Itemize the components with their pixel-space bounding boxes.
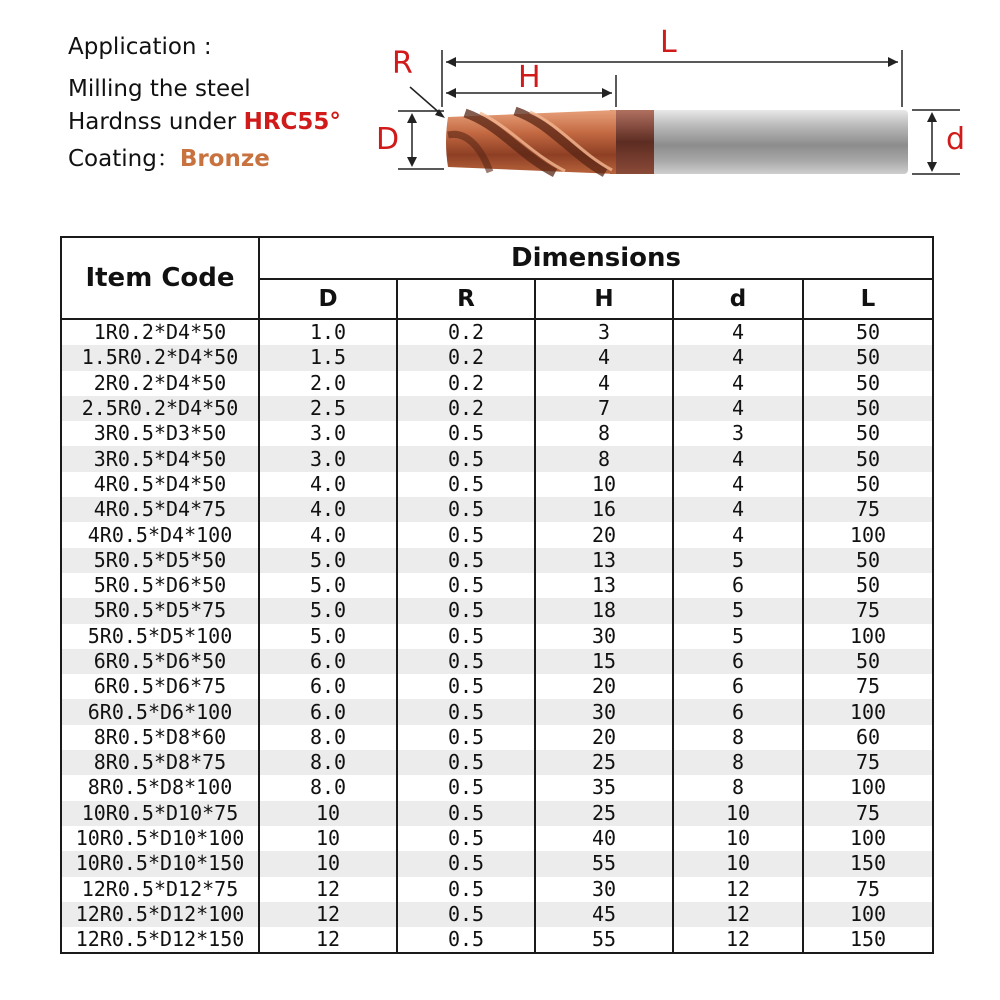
shank-d-cell: 4	[673, 497, 803, 522]
item-code-cell: 5R0.5*D5*100	[61, 624, 259, 649]
r-radius-cell: 0.2	[397, 345, 535, 370]
item-code-cell: 8R0.5*D8*60	[61, 725, 259, 750]
overall-length-cell: 50	[803, 421, 933, 446]
overall-length-cell: 50	[803, 345, 933, 370]
hardness-prefix: Hardnss under	[68, 109, 244, 135]
label-D: D	[376, 122, 400, 157]
d-diameter-cell: 8.0	[259, 750, 397, 775]
r-radius-cell: 0.2	[397, 396, 535, 421]
r-radius-cell: 0.5	[397, 522, 535, 547]
r-radius-cell: 0.2	[397, 371, 535, 396]
h-length-cell: 25	[535, 801, 673, 826]
neck-shape	[610, 110, 654, 174]
overall-length-cell: 75	[803, 877, 933, 902]
h-length-cell: 16	[535, 497, 673, 522]
item-code-cell: 3R0.5*D4*50	[61, 446, 259, 471]
item-code-cell: 12R0.5*D12*150	[61, 927, 259, 953]
column-header-d: d	[673, 279, 803, 319]
h-length-cell: 55	[535, 851, 673, 876]
h-length-cell: 8	[535, 446, 673, 471]
item-code-cell: 4R0.5*D4*100	[61, 522, 259, 547]
d-diameter-cell: 2.0	[259, 371, 397, 396]
application-description: Milling the steel	[68, 76, 251, 102]
d-diameter-cell: 8.0	[259, 725, 397, 750]
overall-length-cell: 100	[803, 522, 933, 547]
item-code-cell: 1R0.2*D4*50	[61, 319, 259, 345]
r-radius-cell: 0.5	[397, 902, 535, 927]
shank-d-cell: 10	[673, 826, 803, 851]
h-length-cell: 10	[535, 472, 673, 497]
column-header-L: L	[803, 279, 933, 319]
h-length-cell: 30	[535, 877, 673, 902]
item-code-cell: 10R0.5*D10*75	[61, 801, 259, 826]
d-diameter-cell: 12	[259, 877, 397, 902]
r-radius-cell: 0.5	[397, 624, 535, 649]
d-diameter-cell: 6.0	[259, 674, 397, 699]
d-diameter-cell: 8.0	[259, 775, 397, 800]
item-code-cell: 2.5R0.2*D4*50	[61, 396, 259, 421]
table-row	[61, 497, 933, 522]
table-row	[61, 371, 933, 396]
overall-length-cell: 75	[803, 497, 933, 522]
d-diameter-cell: 3.0	[259, 421, 397, 446]
hardness-line	[68, 111, 341, 134]
table-row	[61, 826, 933, 851]
d-diameter-cell: 4.0	[259, 522, 397, 547]
shank-d-cell: 4	[673, 446, 803, 471]
r-radius-cell: 0.5	[397, 725, 535, 750]
shank-d-cell: 4	[673, 396, 803, 421]
table-row	[61, 902, 933, 927]
shank-d-cell: 4	[673, 472, 803, 497]
item-code-cell: 3R0.5*D3*50	[61, 421, 259, 446]
table-row	[61, 345, 933, 370]
table-row	[61, 674, 933, 699]
shank-d-cell: 8	[673, 775, 803, 800]
h-length-cell: 18	[535, 598, 673, 623]
item-code-cell: 12R0.5*D12*100	[61, 902, 259, 927]
d-diameter-cell: 4.0	[259, 472, 397, 497]
table-row	[61, 548, 933, 573]
item-code-header: Item Code	[61, 237, 259, 319]
h-length-cell: 4	[535, 345, 673, 370]
r-radius-cell: 0.5	[397, 801, 535, 826]
h-length-cell: 4	[535, 371, 673, 396]
r-radius-cell: 0.5	[397, 877, 535, 902]
h-length-cell: 20	[535, 725, 673, 750]
h-length-cell: 3	[535, 319, 673, 345]
table-row	[61, 750, 933, 775]
label-H: H	[518, 60, 541, 95]
table-row	[61, 472, 933, 497]
table-row	[61, 319, 933, 345]
r-radius-cell: 0.5	[397, 446, 535, 471]
table-row	[61, 446, 933, 471]
item-code-cell: 8R0.5*D8*75	[61, 750, 259, 775]
item-code-cell: 8R0.5*D8*100	[61, 775, 259, 800]
coating-line	[68, 148, 270, 171]
column-header-R: R	[397, 279, 535, 319]
overall-length-cell: 75	[803, 674, 933, 699]
r-radius-cell: 0.5	[397, 472, 535, 497]
overall-length-cell: 100	[803, 826, 933, 851]
d-diameter-cell: 10	[259, 801, 397, 826]
column-header-H: H	[535, 279, 673, 319]
r-radius-cell: 0.5	[397, 851, 535, 876]
d-diameter-cell: 1.0	[259, 319, 397, 345]
d-diameter-cell: 5.0	[259, 573, 397, 598]
h-length-cell: 25	[535, 750, 673, 775]
h-length-cell: 35	[535, 775, 673, 800]
shank-d-cell: 5	[673, 548, 803, 573]
overall-length-cell: 50	[803, 446, 933, 471]
dimensions-header: Dimensions	[259, 237, 933, 279]
d-diameter-cell: 12	[259, 927, 397, 953]
h-length-cell: 15	[535, 649, 673, 674]
table-row	[61, 851, 933, 876]
h-length-cell: 45	[535, 902, 673, 927]
shank-d-cell: 12	[673, 902, 803, 927]
table-row	[61, 649, 933, 674]
r-radius-cell: 0.5	[397, 826, 535, 851]
item-code-cell: 4R0.5*D4*50	[61, 472, 259, 497]
h-length-cell: 55	[535, 927, 673, 953]
h-length-cell: 20	[535, 674, 673, 699]
shank-d-cell: 10	[673, 851, 803, 876]
item-code-cell: 10R0.5*D10*150	[61, 851, 259, 876]
r-radius-cell: 0.5	[397, 674, 535, 699]
table-row	[61, 396, 933, 421]
end-mill-diagram	[370, 25, 980, 195]
overall-length-cell: 50	[803, 573, 933, 598]
overall-length-cell: 50	[803, 319, 933, 345]
label-R: R	[392, 46, 413, 81]
shank-d-cell: 4	[673, 319, 803, 345]
item-code-cell: 5R0.5*D6*50	[61, 573, 259, 598]
overall-length-cell: 75	[803, 750, 933, 775]
h-length-cell: 13	[535, 573, 673, 598]
item-code-cell: 4R0.5*D4*75	[61, 497, 259, 522]
r-radius-cell: 0.5	[397, 927, 535, 953]
table-row	[61, 624, 933, 649]
shank-d-cell: 4	[673, 345, 803, 370]
r-radius-cell: 0.5	[397, 750, 535, 775]
label-L: L	[660, 25, 677, 60]
overall-length-cell: 50	[803, 371, 933, 396]
r-radius-cell: 0.5	[397, 421, 535, 446]
table-row	[61, 699, 933, 724]
overall-length-cell: 75	[803, 598, 933, 623]
overall-length-cell: 100	[803, 775, 933, 800]
label-d: d	[946, 122, 966, 157]
d-diameter-cell: 5.0	[259, 548, 397, 573]
shank-d-cell: 5	[673, 624, 803, 649]
d-diameter-cell: 10	[259, 826, 397, 851]
shank-d-cell: 4	[673, 522, 803, 547]
d-diameter-cell: 12	[259, 902, 397, 927]
r-radius-cell: 0.5	[397, 497, 535, 522]
coating-value: Bronze	[179, 146, 270, 172]
item-code-cell: 6R0.5*D6*100	[61, 699, 259, 724]
h-length-cell: 20	[535, 522, 673, 547]
overall-length-cell: 100	[803, 624, 933, 649]
h-length-cell: 8	[535, 421, 673, 446]
table-row	[61, 421, 933, 446]
h-length-cell: 30	[535, 699, 673, 724]
shank-d-cell: 5	[673, 598, 803, 623]
specification-table	[60, 236, 934, 954]
d-diameter-cell: 10	[259, 851, 397, 876]
table-row	[61, 877, 933, 902]
table-row	[61, 725, 933, 750]
h-length-cell: 13	[535, 548, 673, 573]
table-row	[61, 598, 933, 623]
item-code-cell: 2R0.2*D4*50	[61, 371, 259, 396]
item-code-cell: 6R0.5*D6*75	[61, 674, 259, 699]
shank-d-cell: 4	[673, 371, 803, 396]
overall-length-cell: 75	[803, 801, 933, 826]
r-radius-cell: 0.5	[397, 649, 535, 674]
r-radius-cell: 0.5	[397, 573, 535, 598]
shank-d-cell: 6	[673, 649, 803, 674]
hardness-value: HRC55°	[243, 109, 341, 135]
r-radius-cell: 0.5	[397, 699, 535, 724]
shank-d-cell: 6	[673, 573, 803, 598]
item-code-cell: 6R0.5*D6*50	[61, 649, 259, 674]
r-radius-cell: 0.2	[397, 319, 535, 345]
column-header-D: D	[259, 279, 397, 319]
item-code-cell: 12R0.5*D12*75	[61, 877, 259, 902]
table-row	[61, 927, 933, 953]
item-code-cell: 5R0.5*D5*50	[61, 548, 259, 573]
h-length-cell: 30	[535, 624, 673, 649]
r-radius-cell: 0.5	[397, 775, 535, 800]
table-row	[61, 522, 933, 547]
coating-label: Coating：	[68, 146, 180, 172]
d-diameter-cell: 5.0	[259, 598, 397, 623]
overall-length-cell: 150	[803, 927, 933, 953]
application-label: Application :	[68, 34, 212, 60]
d-diameter-cell: 5.0	[259, 624, 397, 649]
specification-rows	[61, 319, 933, 953]
shank-d-cell: 6	[673, 674, 803, 699]
d-diameter-cell: 6.0	[259, 649, 397, 674]
d-diameter-cell: 1.5	[259, 345, 397, 370]
overall-length-cell: 50	[803, 472, 933, 497]
overall-length-cell: 150	[803, 851, 933, 876]
h-length-cell: 40	[535, 826, 673, 851]
shank-d-cell: 8	[673, 725, 803, 750]
shank-d-cell: 10	[673, 801, 803, 826]
table-row	[61, 801, 933, 826]
shank-shape	[650, 110, 908, 174]
table-row	[61, 573, 933, 598]
shank-d-cell: 3	[673, 421, 803, 446]
d-diameter-cell: 4.0	[259, 497, 397, 522]
r-radius-cell: 0.5	[397, 548, 535, 573]
d-diameter-cell: 3.0	[259, 446, 397, 471]
shank-d-cell: 8	[673, 750, 803, 775]
h-length-cell: 7	[535, 396, 673, 421]
shank-d-cell: 12	[673, 877, 803, 902]
shank-d-cell: 6	[673, 699, 803, 724]
overall-length-cell: 50	[803, 396, 933, 421]
overall-length-cell: 100	[803, 699, 933, 724]
item-code-cell: 10R0.5*D10*100	[61, 826, 259, 851]
table-row	[61, 775, 933, 800]
item-code-cell: 1.5R0.2*D4*50	[61, 345, 259, 370]
overall-length-cell: 100	[803, 902, 933, 927]
overall-length-cell: 60	[803, 725, 933, 750]
d-diameter-cell: 2.5	[259, 396, 397, 421]
overall-length-cell: 50	[803, 548, 933, 573]
overall-length-cell: 50	[803, 649, 933, 674]
shank-d-cell: 12	[673, 927, 803, 953]
item-code-cell: 5R0.5*D5*75	[61, 598, 259, 623]
d-diameter-cell: 6.0	[259, 699, 397, 724]
r-radius-cell: 0.5	[397, 598, 535, 623]
